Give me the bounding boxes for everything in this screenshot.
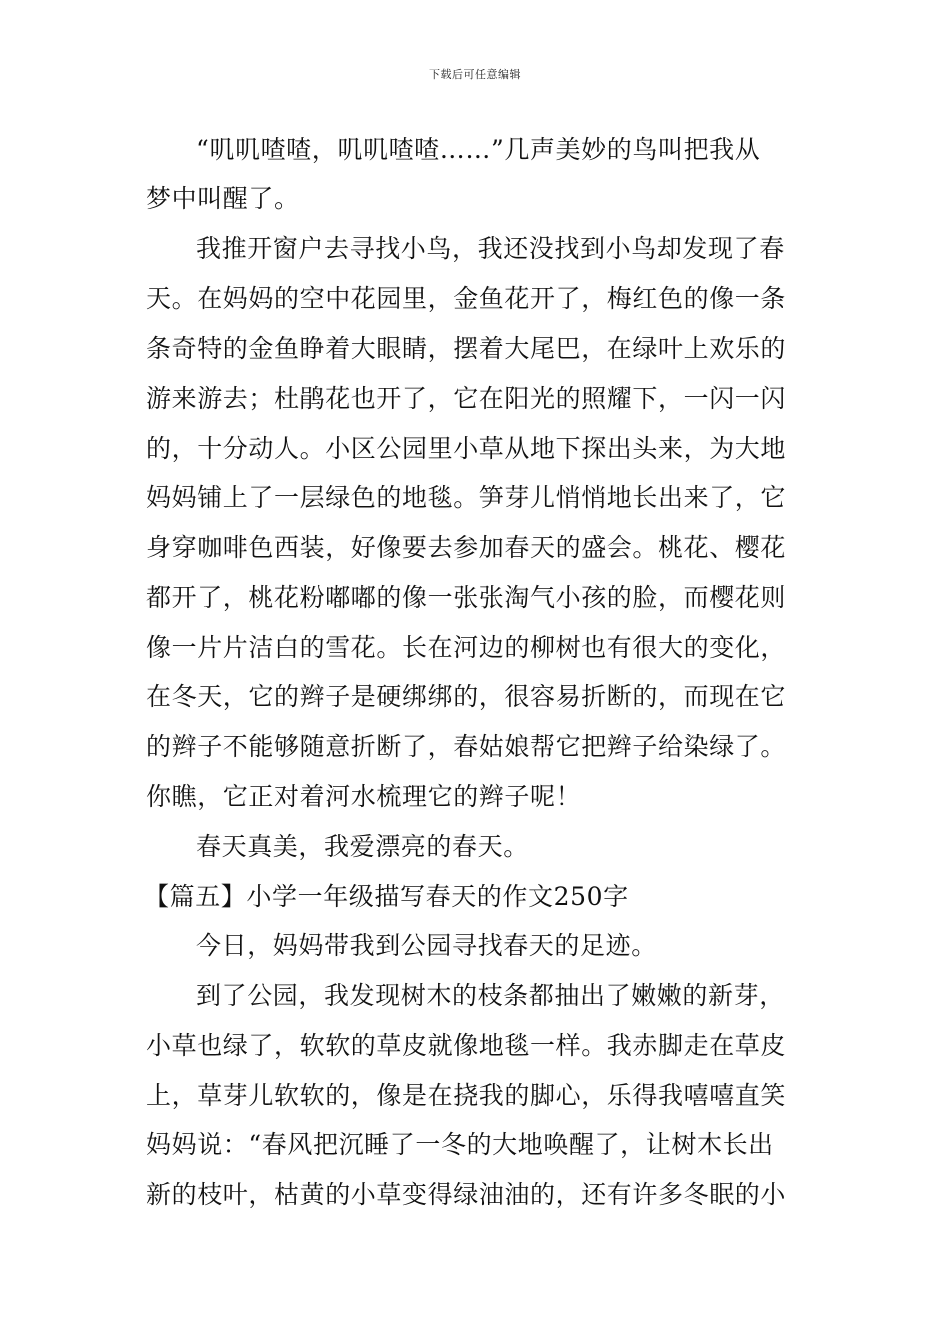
- section-heading: 【篇五】小学一年级描写春天的作文250字: [144, 882, 629, 911]
- page-header-note: 下载后可任意编辑: [429, 68, 521, 81]
- paragraph-line: 像一片片洁白的雪花。长在河边的柳树也有很大的变化，: [146, 633, 787, 662]
- paragraph-line: 都开了，桃花粉嘟嘟的像一张张淘气小孩的脸，而樱花则: [146, 583, 787, 612]
- paragraph-line: 身穿咖啡色西装，好像要去参加春天的盛会。桃花、樱花: [146, 533, 787, 562]
- paragraph-line: 我推开窗户去寻找小鸟，我还没找到小鸟却发现了春: [196, 234, 785, 263]
- paragraph-line: 梦中叫醒了。: [146, 184, 300, 213]
- paragraph-line: 小草也绿了，软软的草皮就像地毯一样。我赤脚走在草皮: [146, 1031, 787, 1060]
- paragraph-line: 在冬天，它的辫子是硬绑绑的，很容易折断的，而现在它: [146, 682, 787, 711]
- paragraph-line: 天。在妈妈的空中花园里，金鱼花开了，梅红色的像一条: [146, 284, 787, 313]
- paragraph-line: 今日，妈妈带我到公园寻找春天的足迹。: [196, 931, 657, 960]
- paragraph-line: 到了公园，我发现树木的枝条都抽出了嫩嫩的新芽，: [196, 981, 785, 1010]
- paragraph-line: 条奇特的金鱼睁着大眼睛，摆着大尾巴，在绿叶上欢乐的: [146, 334, 787, 363]
- paragraph-line: 妈妈铺上了一层绿色的地毯。笋芽儿悄悄地长出来了，它: [146, 483, 787, 512]
- paragraph-line: 妈妈说：“春风把沉睡了一冬的大地唤醒了，让树木长出: [146, 1130, 774, 1159]
- paragraph-line: 春天真美，我爱漂亮的春天。: [196, 832, 529, 861]
- paragraph-line: 新的枝叶，枯黄的小草变得绿油油的，还有许多冬眠的小: [146, 1180, 787, 1209]
- paragraph-line: 的，十分动人。小区公园里小草从地下探出头来，为大地: [146, 434, 787, 463]
- paragraph-line: 上，草芽儿软软的，像是在挠我的脚心，乐得我嘻嘻直笑: [146, 1081, 787, 1110]
- paragraph-line: 你瞧，它正对着河水梳理它的辫子呢！: [146, 782, 582, 811]
- paragraph-line: 游来游去；杜鹃花也开了，它在阳光的照耀下，一闪一闪: [146, 384, 787, 413]
- paragraph-line: 的辫子不能够随意折断了，春姑娘帮它把辫子给染绿了。: [146, 732, 787, 761]
- paragraph-line: “叽叽喳喳，叽叽喳喳……”几声美妙的鸟叫把我从: [196, 135, 761, 164]
